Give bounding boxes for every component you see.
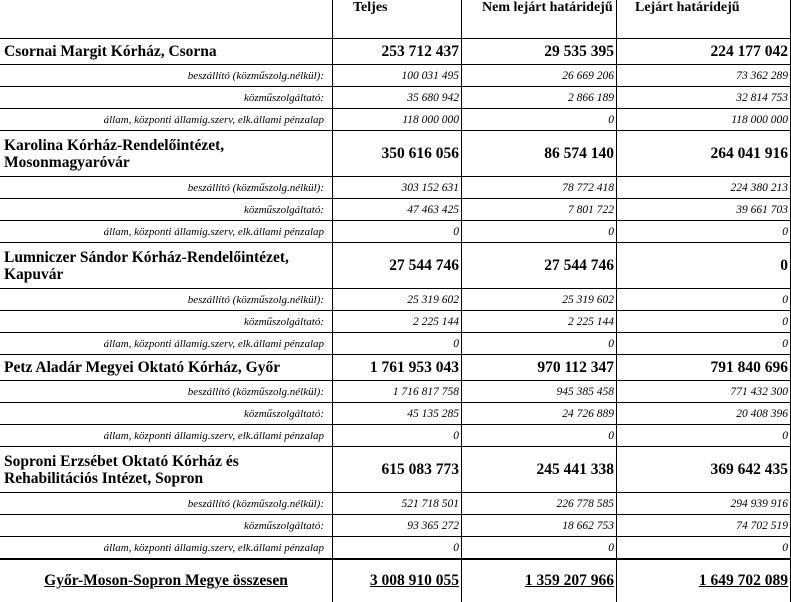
sub-supplier-overdue: 0	[617, 289, 791, 311]
sub-supplier-overdue: 294 939 916	[617, 493, 791, 515]
hospital-name: Karolina Kórház-Rendelőintézet, Mosonmagyaróvár	[0, 131, 333, 177]
sub-row-utility	[0, 311, 791, 333]
sub-row-utility	[0, 403, 791, 425]
sub-state-not-overdue: 0	[462, 333, 617, 355]
hospital-overdue: 369 642 435	[617, 447, 791, 493]
sub-row-utility	[0, 87, 791, 109]
sub-row-utility	[0, 199, 791, 221]
sub-state-total: 0	[333, 221, 462, 243]
sub-label-supplier: beszállító (közműszolg.nélkül):	[0, 177, 333, 199]
sub-label-utility: közműszolgáltató:	[0, 199, 333, 221]
sub-label-supplier: beszállító (közműszolg.nélkül):	[0, 65, 333, 87]
sub-row-state	[0, 109, 791, 131]
sub-utility-not-overdue: 2 225 144	[462, 311, 617, 333]
sub-state-total: 118 000 000	[333, 109, 462, 131]
sub-utility-overdue: 0	[617, 311, 791, 333]
hospital-not-overdue: 27 544 746	[462, 243, 617, 289]
sub-supplier-not-overdue: 945 385 458	[462, 381, 617, 403]
sub-label-state: állam, központi államig.szerv, elk.állami pénzalap	[0, 537, 333, 560]
hospital-name: Csornai Margit Kórház, Csorna	[0, 39, 333, 65]
header-not-overdue: Nem lejárt határidejű	[462, 0, 617, 39]
hospital-not-overdue: 29 535 395	[462, 39, 617, 65]
hospital-row	[0, 243, 791, 289]
header-row	[0, 0, 791, 39]
hospital-total: 1 761 953 043	[333, 355, 462, 381]
sub-utility-overdue: 32 814 753	[617, 87, 791, 109]
sub-state-overdue: 0	[617, 425, 791, 447]
sub-row-supplier	[0, 493, 791, 515]
sub-row-supplier	[0, 177, 791, 199]
sub-utility-not-overdue: 24 726 889	[462, 403, 617, 425]
header-overdue: Lejárt határidejű	[617, 0, 791, 39]
hospital-total: 350 616 056	[333, 131, 462, 177]
header-total: Teljes	[333, 0, 462, 39]
total-value: 1 359 207 966	[524, 572, 614, 589]
sub-utility-overdue: 39 661 703	[617, 199, 791, 221]
sub-row-state	[0, 537, 791, 560]
sub-utility-total: 2 225 144	[333, 311, 462, 333]
total-value: 3 008 910 055	[369, 572, 459, 589]
sub-supplier-overdue: 771 432 300	[617, 381, 791, 403]
sub-row-utility	[0, 515, 791, 537]
total-label	[0, 559, 333, 602]
hospital-overdue: 791 840 696	[617, 355, 791, 381]
sub-utility-total: 47 463 425	[333, 199, 462, 221]
total-overdue	[617, 559, 791, 602]
total-value: 1 649 702 089	[698, 572, 788, 589]
sub-state-total: 0	[333, 333, 462, 355]
sub-row-state	[0, 333, 791, 355]
total-total	[333, 559, 462, 602]
sub-supplier-not-overdue: 78 772 418	[462, 177, 617, 199]
hospital-name: Petz Aladár Megyei Oktató Kórház, Győr	[0, 355, 333, 381]
sub-utility-total: 93 365 272	[333, 515, 462, 537]
total-row	[0, 559, 791, 602]
sub-label-supplier: beszállító (közműszolg.nélkül):	[0, 381, 333, 403]
total-not-overdue	[462, 559, 617, 602]
sub-label-supplier: beszállító (közműszolg.nélkül):	[0, 493, 333, 515]
sub-label-state: állam, központi államig.szerv, elk.állami pénzalap	[0, 425, 333, 447]
hospital-row	[0, 39, 791, 65]
sub-label-utility: közműszolgáltató:	[0, 87, 333, 109]
sub-supplier-total: 1 716 817 758	[333, 381, 462, 403]
sub-utility-overdue: 74 702 519	[617, 515, 791, 537]
sub-supplier-overdue: 224 380 213	[617, 177, 791, 199]
sub-label-supplier: beszállító (közműszolg.nélkül):	[0, 289, 333, 311]
sub-supplier-total: 303 152 631	[333, 177, 462, 199]
sub-row-supplier	[0, 381, 791, 403]
sub-label-state: állam, központi államig.szerv, elk.állami pénzalap	[0, 221, 333, 243]
sub-utility-overdue: 20 408 396	[617, 403, 791, 425]
hospital-not-overdue: 970 112 347	[462, 355, 617, 381]
sub-supplier-not-overdue: 226 778 585	[462, 493, 617, 515]
sub-label-state: állam, központi államig.szerv, elk.állami pénzalap	[0, 109, 333, 131]
sub-utility-not-overdue: 2 866 189	[462, 87, 617, 109]
sub-state-not-overdue: 0	[462, 221, 617, 243]
hospital-overdue: 224 177 042	[617, 39, 791, 65]
sub-state-total: 0	[333, 425, 462, 447]
hospital-name: Lumniczer Sándor Kórház-Rendelőintézet, Kapuvár	[0, 243, 333, 289]
hospital-overdue: 0	[617, 243, 791, 289]
sub-label-utility: közműszolgáltató:	[0, 403, 333, 425]
hospital-row	[0, 131, 791, 177]
sub-row-supplier	[0, 65, 791, 87]
hospital-row	[0, 447, 791, 493]
sub-supplier-total: 25 319 602	[333, 289, 462, 311]
sub-state-overdue: 118 000 000	[617, 109, 791, 131]
sub-row-state	[0, 425, 791, 447]
sub-supplier-total: 100 031 495	[333, 65, 462, 87]
sub-utility-total: 35 680 942	[333, 87, 462, 109]
total-label-text: Győr-Moson-Sopron Megye összesen	[44, 572, 288, 589]
sub-state-not-overdue: 0	[462, 109, 617, 131]
hospital-not-overdue: 245 441 338	[462, 447, 617, 493]
hospital-total: 27 544 746	[333, 243, 462, 289]
sub-label-utility: közműszolgáltató:	[0, 311, 333, 333]
hospital-total: 253 712 437	[333, 39, 462, 65]
sub-state-total: 0	[333, 537, 462, 560]
hospital-name: Soproni Erzsébet Oktató Kórház és Rehabilitációs Intézet, Sopron	[0, 447, 333, 493]
sub-supplier-not-overdue: 26 669 206	[462, 65, 617, 87]
sub-utility-not-overdue: 7 801 722	[462, 199, 617, 221]
sub-state-not-overdue: 0	[462, 425, 617, 447]
sub-supplier-total: 521 718 501	[333, 493, 462, 515]
sub-state-overdue: 0	[617, 333, 791, 355]
sub-label-utility: közműszolgáltató:	[0, 515, 333, 537]
sub-supplier-not-overdue: 25 319 602	[462, 289, 617, 311]
header-blank	[0, 0, 333, 39]
hospital-not-overdue: 86 574 140	[462, 131, 617, 177]
sub-supplier-overdue: 73 362 289	[617, 65, 791, 87]
hospital-overdue: 264 041 916	[617, 131, 791, 177]
hospital-total: 615 083 773	[333, 447, 462, 493]
sub-row-state	[0, 221, 791, 243]
sub-utility-total: 45 135 285	[333, 403, 462, 425]
hospital-row	[0, 355, 791, 381]
sub-row-supplier	[0, 289, 791, 311]
sub-label-state: állam, központi államig.szerv, elk.állami pénzalap	[0, 333, 333, 355]
sub-state-overdue: 0	[617, 221, 791, 243]
sub-state-not-overdue: 0	[462, 537, 617, 560]
sub-state-overdue: 0	[617, 537, 791, 560]
sub-utility-not-overdue: 18 662 753	[462, 515, 617, 537]
